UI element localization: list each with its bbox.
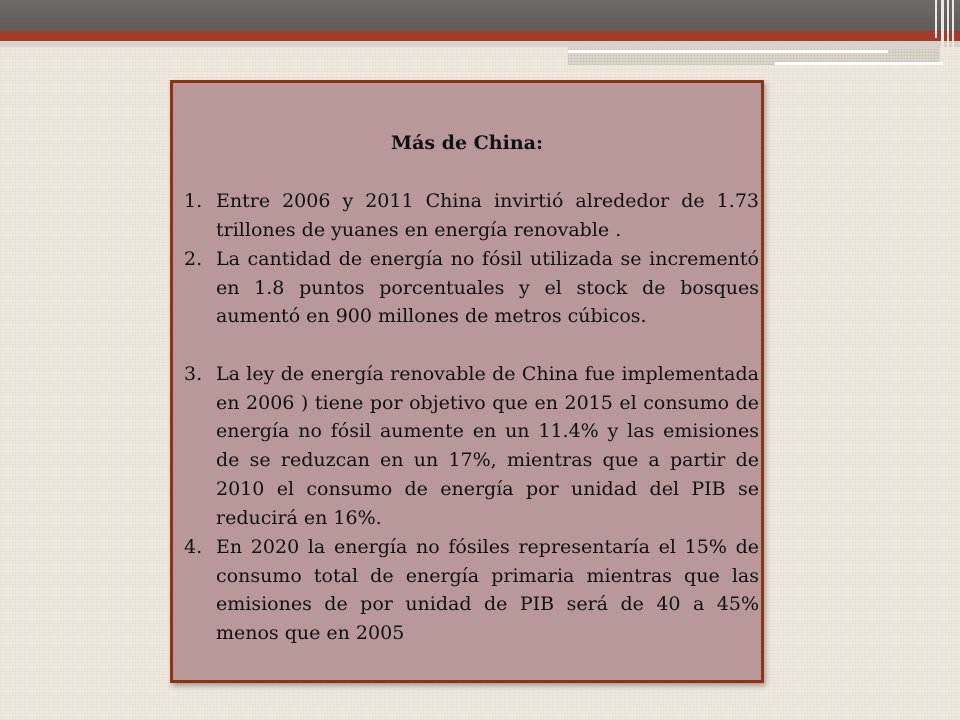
- decorative-stripe: [947, 0, 949, 56]
- content-card: [170, 80, 764, 683]
- list-item-text: La cantidad de energía no fósil utilizada se incrementó en 1.8 puntos porcentuales y el stock de bosques aumentó en 900 millones de metros cúbicos.: [216, 248, 759, 328]
- slide-title: Más de China:: [391, 132, 543, 154]
- list-item-text: En 2020 la energía no fósiles representaría el 15% de consumo total de energía primaria mientras que las emisiones de por unidad de PIB será de 40 a 45% menos que en 2005: [216, 536, 759, 645]
- list-item-number: 1.: [184, 190, 203, 212]
- list-item-number: 3.: [184, 363, 203, 385]
- list-item-number: 2.: [184, 248, 203, 270]
- decorative-stripe: [941, 0, 944, 56]
- decorative-stripe: [952, 0, 954, 56]
- decorative-stripe: [935, 0, 937, 38]
- decorative-line: [568, 50, 888, 53]
- list-item-number: 4.: [184, 536, 203, 558]
- accent-band: [0, 31, 960, 41]
- top-banner: [0, 0, 960, 31]
- decorative-line: [775, 62, 943, 65]
- list-item-text: La ley de energía renovable de China fue implementada en 2006 ) tiene por objetivo que en 2015 el consumo de energía no fósil aumente en un 11.4% y las emisiones de se reduzcan en un 17%, mientras que a partir de 2010 el consumo de energía por unidad del PIB se reducirá en 16%.: [216, 363, 759, 529]
- list-item-text: Entre 2006 y 2011 China invirtió alrededor de 1.73 trillones de yuanes en energía renovable .: [216, 190, 759, 241]
